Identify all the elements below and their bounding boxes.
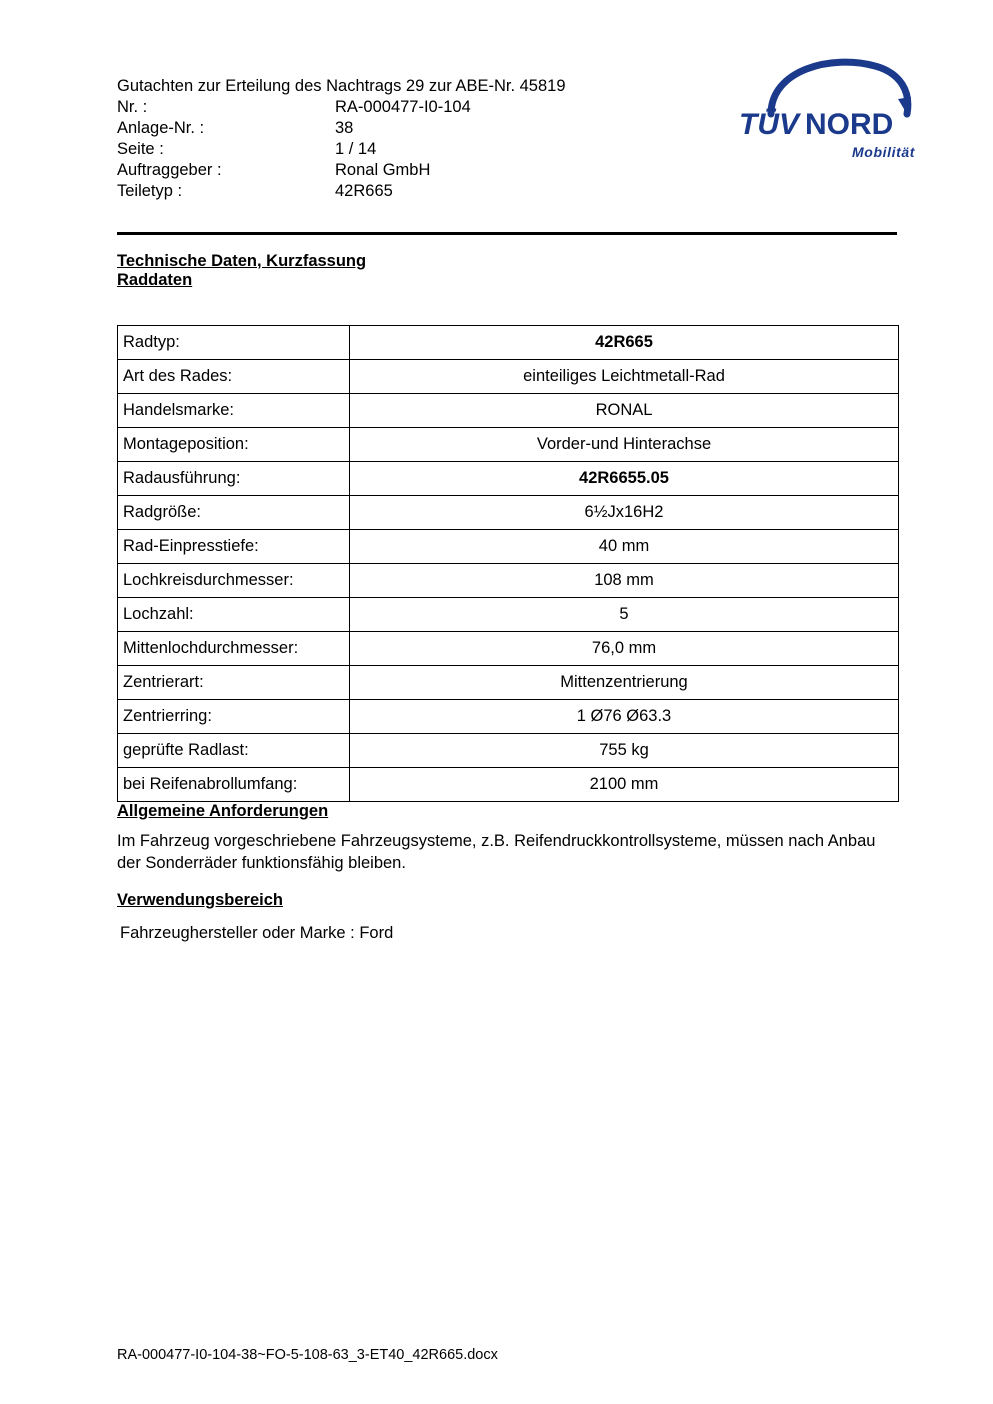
header-title: Gutachten zur Erteilung des Nachtrags 29 zur ABE-Nr. 45819 [117,77,566,95]
table-row [118,394,899,428]
row-value-zentrierring: 1 Ø76 Ø63.3 [350,700,899,734]
row-value-lochkreisdurchmesser: 108 mm [350,564,899,598]
row-key-gepruefte-radlast: geprüfte Radlast: [118,734,350,768]
row-value-gepruefte-radlast: 755 kg [350,734,899,768]
row-key-zentrierart: Zentrierart: [118,666,350,700]
document-body [117,252,907,960]
row-key-radtyp: Radtyp: [118,326,350,360]
logo-subtitle: Mobilität [852,144,915,160]
footer-filename: RA-000477-I0-104-38~FO-5-108-63_3-ET40_42R665.docx [117,1347,498,1363]
section-title-technische-daten: Technische Daten, Kurzfassung [117,252,367,270]
row-value-reifenabrollumfang: 2100 mm [350,768,899,802]
row-key-montageposition: Montageposition: [118,428,350,462]
row-key-art-des-rades: Art des Rades: [118,360,350,394]
meta-value-seite: 1 / 14 [335,140,377,158]
row-value-zentrierart: Mittenzentrierung [350,666,899,700]
tuv-nord-logo [735,52,915,162]
row-value-lochzahl: 5 [350,598,899,632]
table-row [118,734,899,768]
row-value-montageposition: Vorder-und Hinterachse [350,428,899,462]
table-row [118,428,899,462]
header-divider [117,232,897,235]
table-row [118,700,899,734]
meta-label-seite: Seite : [117,140,164,158]
row-key-radgroesse: Radgröße: [118,496,350,530]
wheel-data-table [117,325,899,802]
row-value-radgroesse: 6½Jx16H2 [350,496,899,530]
table-row [118,360,899,394]
table-row [118,598,899,632]
section-title-allgemeine-anforderungen: Allgemeine Anforderungen [117,802,329,820]
row-value-handelsmarke: RONAL [350,394,899,428]
paragraph-allgemeine-anforderungen: Im Fahrzeug vorgeschriebene Fahrzeugsysteme, z.B. Reifendruckkontrollsysteme, müssen nach Anbau der Sonderräder funktionsfähig bleiben. [117,832,876,872]
table-row [118,496,899,530]
row-key-lochkreisdurchmesser: Lochkreisdurchmesser: [118,564,350,598]
row-value-radausfuehrung: 42R6655.05 [350,462,899,496]
meta-label-auftraggeber: Auftraggeber : [117,161,222,179]
header-meta-table [117,97,471,202]
table-row [118,530,899,564]
meta-label-nr: Nr. : [117,98,148,116]
table-row [118,326,899,360]
row-key-lochzahl: Lochzahl: [118,598,350,632]
table-row [118,666,899,700]
row-key-reifenabrollumfang: bei Reifenabrollumfang: [118,768,350,802]
header-meta-body [117,97,471,202]
meta-label-teiletyp: Teiletyp : [117,182,183,200]
table-row [118,564,899,598]
row-key-radausfuehrung: Radausführung: [118,462,350,496]
meta-label-anlage-nr: Anlage-Nr. : [117,119,205,137]
meta-value-auftraggeber: Ronal GmbH [335,161,431,179]
row-value-mittenlochdurchmesser: 76,0 mm [350,632,899,666]
header-meta-row [117,160,471,181]
row-value-radtyp: 42R665 [350,326,899,360]
svg-text:NORD: NORD [805,108,894,141]
section-title-verwendungsbereich: Verwendungsbereich [117,890,283,909]
table-row [118,462,899,496]
header-meta-row [117,118,471,139]
header-meta-row [117,181,471,202]
svg-text:TÜV: TÜV [739,108,799,141]
meta-value-teiletyp: 42R665 [335,182,393,200]
meta-value-anlage-nr: 38 [335,119,354,137]
row-key-rad-einpresstiefe: Rad-Einpresstiefe: [118,530,350,564]
row-key-mittenlochdurchmesser: Mittenlochdurchmesser: [118,632,350,666]
header-meta-row [117,139,471,160]
table-row [118,632,899,666]
row-value-rad-einpresstiefe: 40 mm [350,530,899,564]
paragraph-verwendungsbereich: Fahrzeughersteller oder Marke : Ford [120,923,394,942]
table-row [118,768,899,802]
header-meta-row [117,97,471,118]
row-key-zentrierring: Zentrierring: [118,700,350,734]
wheel-data-body [118,326,899,802]
row-key-handelsmarke: Handelsmarke: [118,394,350,428]
row-value-art-des-rades: einteiliges Leichtmetall-Rad [350,360,899,394]
meta-value-nr: RA-000477-I0-104 [335,98,471,116]
section-title-raddaten: Raddaten [117,271,193,289]
